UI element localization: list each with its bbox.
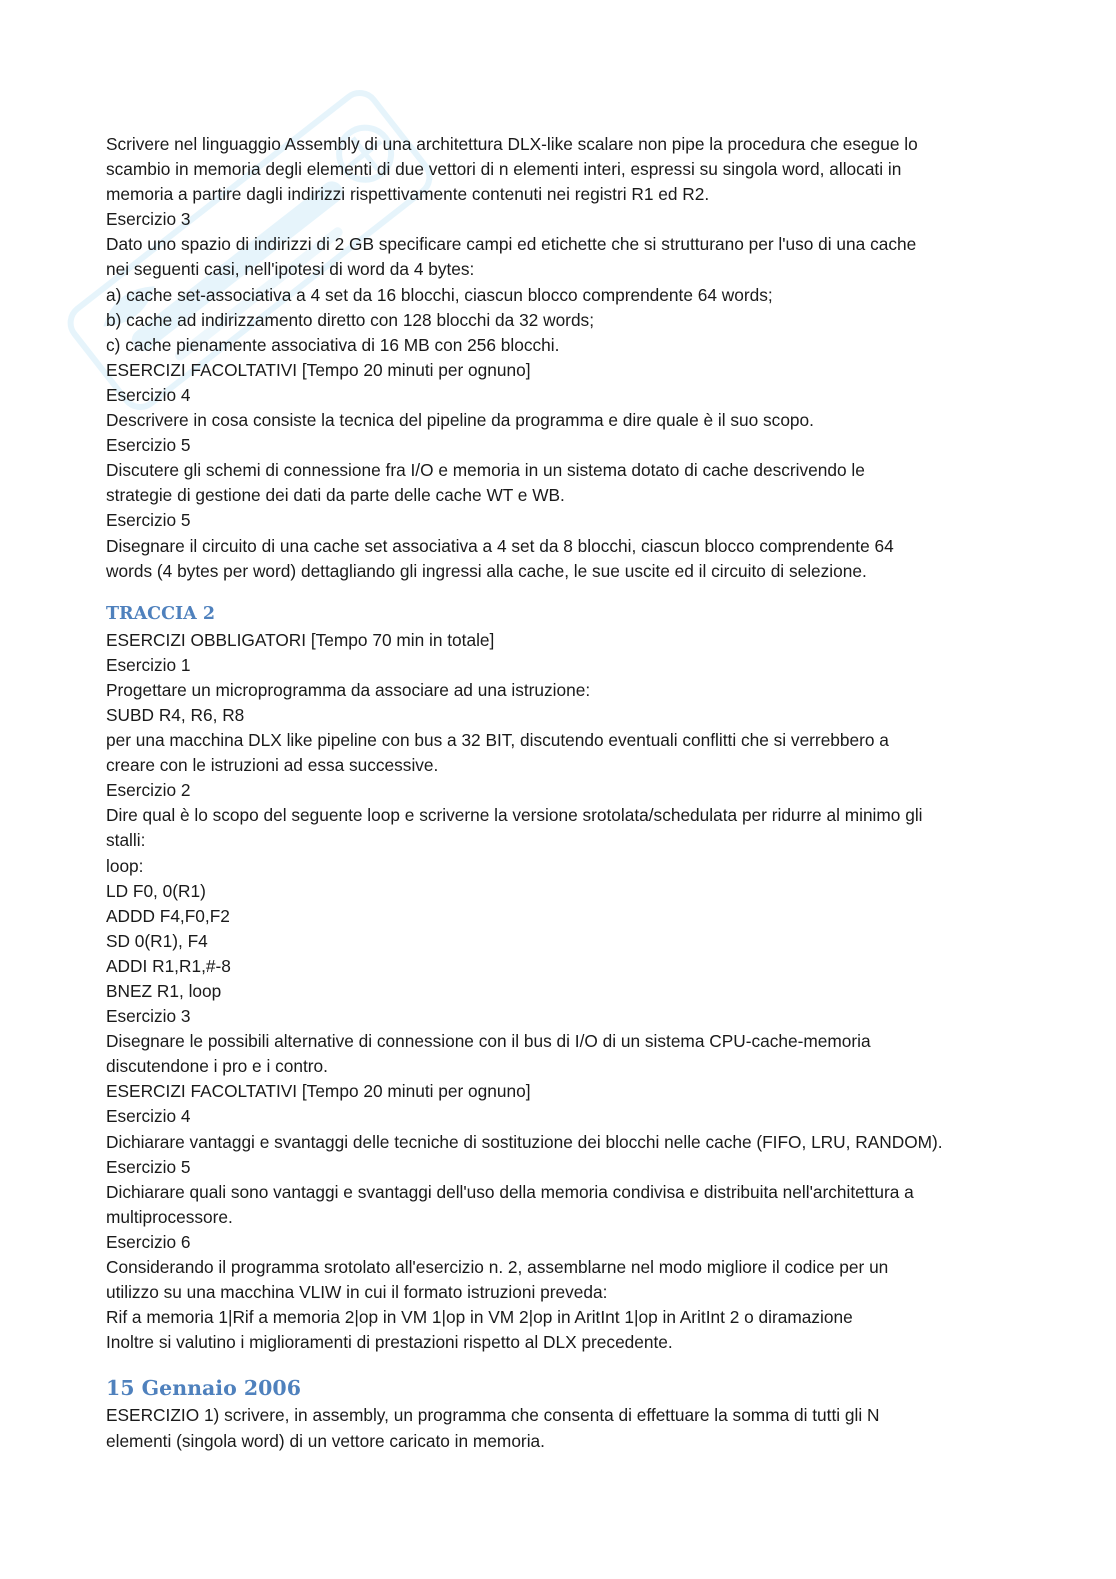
text-line: b) cache ad indirizzamento diretto con 128 blocchi da 32 words; (106, 309, 594, 330)
text-line: creare con le istruzioni ad essa successive. (106, 755, 439, 776)
text-line: words (4 bytes per word) dettagliando gli ingressi alla cache, le sue uscite ed il circuito di selezione. (106, 560, 867, 581)
section-15-gennaio-2006 (106, 1403, 1006, 1453)
text-line: per una macchina DLX like pipeline con bus a 32 BIT, discutendo eventuali conflitti che si verrebbero a (106, 730, 889, 751)
heading-traccia-2: TRACCIA 2 (106, 603, 216, 624)
text-line: discutendone i pro e i contro. (106, 1056, 328, 1077)
text-line: nei seguenti casi, nell'ipotesi di word da 4 bytes: (106, 259, 475, 280)
text-line: ESERCIZIO 1) scrivere, in assembly, un programma che consenta di effettuare la somma di tutti gli N (106, 1405, 880, 1426)
text-line: Esercizio 4 (106, 384, 191, 405)
text-line: Esercizio 5 (106, 435, 191, 456)
text-line: Descrivere in cosa consiste la tecnica del pipeline da programma e dire quale è il suo scopo. (106, 410, 814, 431)
text-line: Considerando il programma srotolato all'esercizio n. 2, assemblarne nel modo migliore il codice per un (106, 1257, 889, 1278)
document-page (106, 132, 1006, 1454)
text-line: ESERCIZI FACOLTATIVI [Tempo 20 minuti per ognuno] (106, 1081, 531, 1102)
text-line: Esercizio 2 (106, 780, 191, 801)
text-line: ADDI R1,R1,#-8 (106, 955, 231, 976)
text-line: scambio in memoria degli elementi di due vettori di n elementi interi, espressi su singola word, allocati in (106, 159, 902, 180)
text-line: Discutere gli schemi di connessione fra I/O e memoria in un sistema dotato di cache descrivendo le (106, 460, 865, 481)
text-line: a) cache set-associativa a 4 set da 16 blocchi, ciascun blocco comprendente 64 words; (106, 284, 773, 305)
text-line: Scrivere nel linguaggio Assembly di una architettura DLX-like scalare non pipe la procedura che esegue lo (106, 134, 918, 154)
text-line: Esercizio 5 (106, 1156, 191, 1177)
text-line: memoria a partire dagli indirizzi rispettivamente contenuti nei registri R1 ed R2. (106, 184, 710, 205)
text-line: Dato uno spazio di indirizzi di 2 GB specificare campi ed etichette che si strutturano per l'uso di una cache (106, 234, 917, 255)
text-line: c) cache pienamente associativa di 16 MB con 256 blocchi. (106, 334, 560, 355)
text-line: Esercizio 5 (106, 510, 191, 531)
heading-date: 15 Gennaio 2006 (106, 1376, 301, 1401)
text-line: utilizzo su una macchina VLIW in cui il formato istruzioni preveda: (106, 1282, 608, 1303)
text-line: SUBD R4, R6, R8 (106, 704, 245, 725)
text-line: ESERCIZI FACOLTATIVI [Tempo 20 minuti per ognuno] (106, 359, 531, 380)
section-traccia-2 (106, 628, 1006, 1356)
text-line: strategie di gestione dei dati da parte delle cache WT e WB. (106, 485, 565, 506)
text-line: stalli: (106, 830, 146, 851)
text-line: Dichiarare vantaggi e svantaggi delle tecniche di sostituzione dei blocchi nelle cache (FIFO, LRU, RANDOM). (106, 1131, 943, 1152)
text-line: loop: (106, 855, 144, 876)
text-line: Esercizio 3 (106, 1006, 191, 1027)
text-line: Dire qual è lo scopo del seguente loop e scriverne la versione srotolata/schedulata per ridurre al minimo gli (106, 805, 923, 826)
text-line: SD 0(R1), F4 (106, 930, 208, 951)
section-exercises-continued (106, 132, 1006, 584)
text-line: Esercizio 6 (106, 1231, 191, 1252)
text-line: BNEZ R1, loop (106, 981, 222, 1001)
text-line: Inoltre si valutino i miglioramenti di prestazioni rispetto al DLX precedente. (106, 1332, 673, 1353)
text-line: Esercizio 3 (106, 209, 191, 230)
text-line: Esercizio 1 (106, 654, 191, 675)
text-line: ADDD F4,F0,F2 (106, 905, 230, 926)
text-line: elementi (singola word) di un vettore caricato in memoria. (106, 1430, 545, 1451)
text-line: multiprocessore. (106, 1206, 233, 1227)
text-line: Disegnare il circuito di una cache set associativa a 4 set da 8 blocchi, ciascun blocco comprendente 64 (106, 535, 894, 556)
text-line: ESERCIZI OBBLIGATORI [Tempo 70 min in totale] (106, 629, 495, 650)
text-line: LD F0, 0(R1) (106, 880, 206, 901)
text-line: Esercizio 4 (106, 1106, 191, 1127)
text-line: Rif a memoria 1|Rif a memoria 2|op in VM 1|op in VM 2|op in AritInt 1|op in AritInt 2 o diramazione (106, 1307, 853, 1328)
text-line: Progettare un microprogramma da associare ad una istruzione: (106, 679, 591, 700)
text-line: Disegnare le possibili alternative di connessione con il bus di I/O di un sistema CPU-cache-memoria (106, 1031, 871, 1052)
text-line: Dichiarare quali sono vantaggi e svantaggi dell'uso della memoria condivisa e distribuita nell'architettura a (106, 1181, 914, 1202)
